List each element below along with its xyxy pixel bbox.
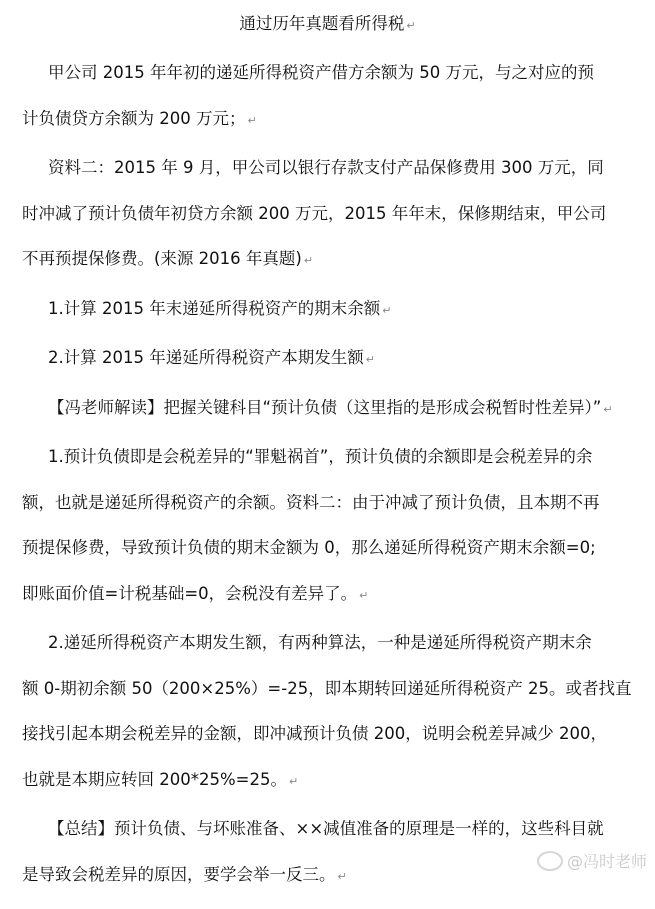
paragraph: [22, 294, 637, 340]
line-text: 额 0-期初余额 50（200×25%）=-25，即本期转回递延所得税资产 25。或者找直: [22, 678, 632, 698]
paragraph-mark: ↵: [382, 303, 392, 317]
text-line: [22, 674, 637, 720]
line-text: 2.计算 2015 年递延所得税资产本期发生额: [48, 348, 364, 367]
text-line: [22, 765, 637, 811]
text-line: [22, 244, 637, 290]
weibo-watermark: [537, 849, 647, 872]
text-line: [22, 533, 637, 579]
paragraph: [22, 628, 637, 810]
text-line: [22, 442, 637, 488]
text-line: [22, 488, 637, 534]
text-line: [22, 393, 637, 439]
document-title: [0, 10, 655, 34]
title-text: 通过历年真题看所得税: [239, 14, 405, 33]
line-text: 2.递延所得税资产本期发生额，有两种算法，一种是递延所得税资产期末余: [48, 633, 592, 652]
paragraph-mark: ↵: [288, 774, 299, 788]
paragraph-mark: ↵: [406, 19, 416, 32]
text-line: [22, 104, 637, 150]
text-line: [22, 579, 637, 625]
line-text: 【总结】预计负债、与坏账准备、××减值准备的原理是一样的，这些科目就: [48, 819, 604, 838]
line-text: 即账面价值=计税基础=0，会税没有差异了。: [22, 583, 358, 603]
text-line: [22, 58, 637, 104]
text-line: [22, 294, 637, 340]
line-text: 1.预计负债即是会税差异的“罪魁祸首”，预计负债的余额即是会税差异的余: [48, 447, 593, 466]
paragraph: [22, 393, 637, 439]
line-text: 计负债贷方余额为 200 万元；: [22, 108, 246, 128]
paragraph: [22, 58, 637, 149]
document-body: [22, 58, 637, 909]
text-line: [22, 343, 637, 389]
paragraph: [22, 153, 637, 290]
text-line: [22, 199, 637, 245]
paragraph-mark: ↵: [359, 588, 369, 602]
text-line: [22, 153, 637, 199]
text-line: [22, 628, 637, 674]
line-text: 接找引起本期会税差异的金额，即冲减预计负债 200，说明会税差异减少 200，: [22, 724, 607, 743]
line-text: 预提保修费，导致预计负债的期末金额为 0，那么递延所得税资产期末余额=0;: [22, 538, 596, 557]
line-text: 资料二：2015 年 9 月，甲公司以银行存款支付产品保修费用 300 万元，同: [48, 158, 604, 177]
paragraph: [22, 343, 637, 389]
weibo-icon: [537, 851, 563, 871]
paragraph: [22, 442, 637, 624]
line-text: 也就是本期应转回 200*25%=25。: [22, 769, 287, 789]
line-text: 额，也就是递延所得税资产的余额。资料二：由于冲减了预计负债，且本期不再: [22, 492, 600, 512]
paragraph-mark: ↵: [365, 353, 375, 366]
line-text: 时冲减了预计负债年初贷方余额 200 万元，2015 年年末，保修期结束，甲公司: [22, 203, 607, 223]
paragraph-mark: ↵: [337, 869, 347, 883]
text-line: [22, 719, 637, 765]
paragraph-mark: ↵: [603, 402, 613, 416]
line-text: 1.计算 2015 年末递延所得税资产的期末余额: [48, 298, 381, 318]
line-text: 是导致会税差异的原因，要学会举一反三。: [22, 864, 336, 884]
line-text: 不再预提保修费。(来源 2016 年真题): [22, 249, 302, 268]
line-text: 【冯老师解读】把握关键科目“预计负债（这里指的是形成会税暂时性差异）”: [48, 397, 602, 417]
paragraph-mark: ↵: [247, 113, 257, 127]
paragraph-mark: ↵: [303, 254, 314, 267]
line-text: 甲公司 2015 年年初的递延所得税资产借方余额为 50 万元，与之对应的预: [48, 63, 594, 82]
watermark-text: @冯时老师: [566, 852, 647, 871]
